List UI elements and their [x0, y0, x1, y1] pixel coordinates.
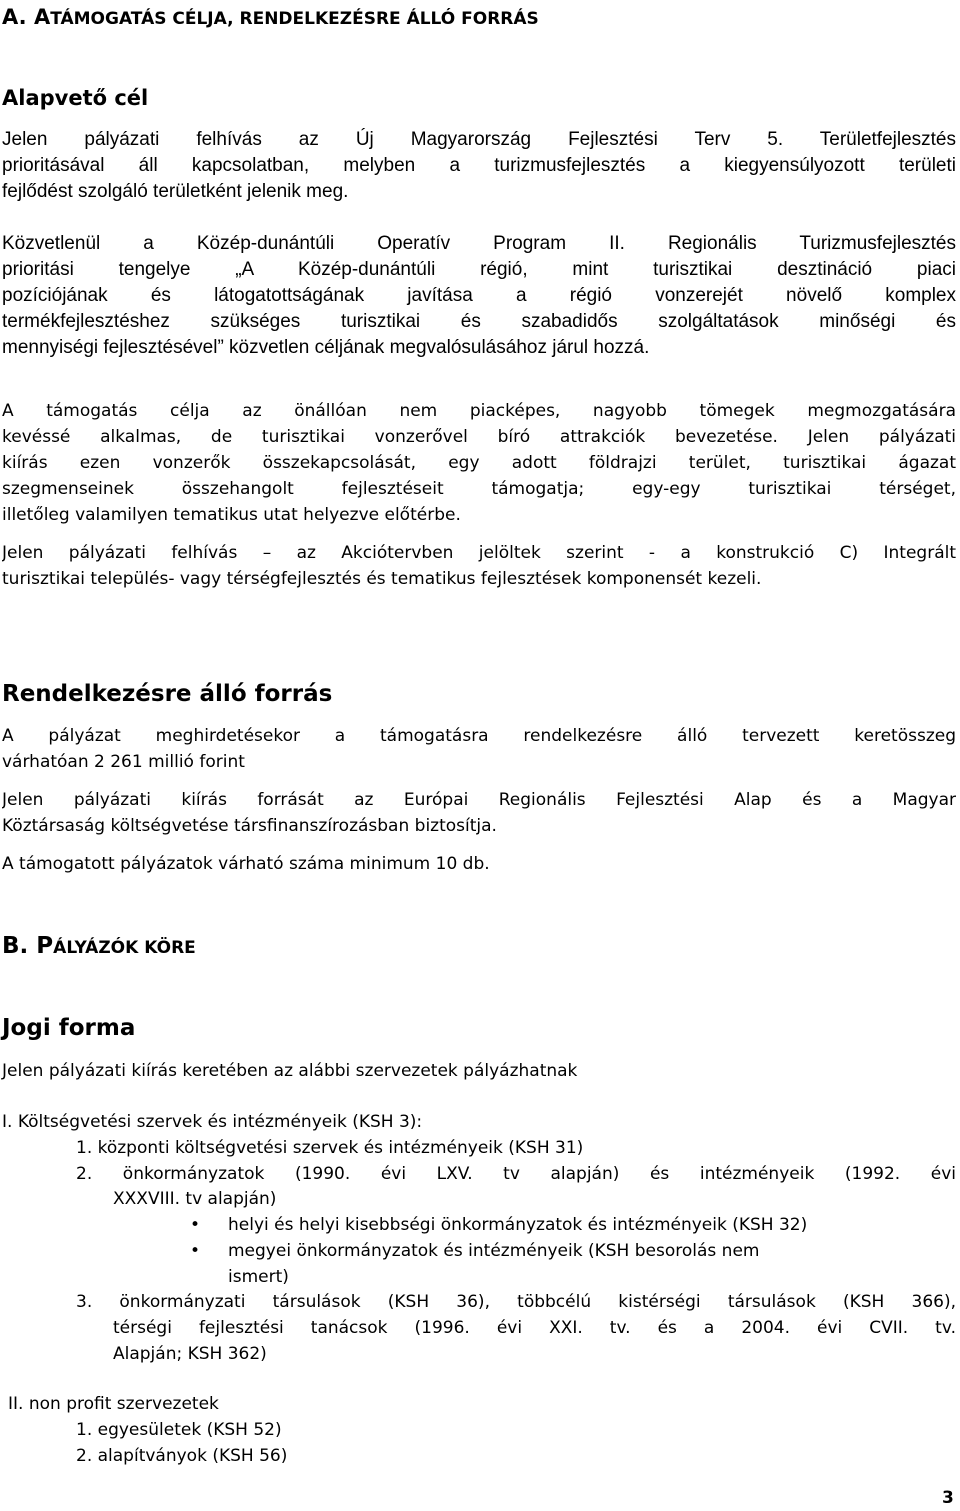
alapveto-paragraph-1	[2, 127, 956, 205]
rendelkezesre-paragraph-1	[2, 723, 956, 775]
group-2-item-2: 2. alapítványok (KSH 56)	[76, 1446, 288, 1466]
text-line: termékfejlesztéshez szükséges turisztikai és szabadidős szolgáltatások minőségi és	[2, 311, 956, 332]
page-number: 3	[942, 1488, 954, 1508]
group-1-title: I. Költségvetési szervek és intézményeik (KSH 3):	[2, 1112, 423, 1132]
group-1-item-3	[76, 1289, 956, 1315]
alapveto-paragraph-4	[2, 540, 956, 592]
rendelkezesre-paragraph-2	[2, 787, 956, 839]
bullet-item-1: helyi és helyi kisebbségi önkormányzatok és intézményeik (KSH 32)	[228, 1215, 808, 1235]
alapveto-paragraph-3	[2, 398, 956, 528]
alapveto-cel-heading: Alapvető cél	[2, 86, 149, 110]
rendelkezesre-paragraph-3: A támogatott pályázatok várható száma minimum 10 db.	[2, 854, 490, 874]
group-1-item-1: 1. központi költségvetési szervek és intézményeik (KSH 31)	[76, 1138, 584, 1158]
bullet-item-2: megyei önkormányzatok és intézményeik (KSH besorolás nem	[228, 1241, 760, 1261]
text-line: Közvetlenül a Közép-dunántúli Operatív Program II. Regionális Turizmusfejlesztés	[2, 233, 956, 254]
alapveto-paragraph-2	[2, 231, 956, 361]
bullet-icon: •	[190, 1215, 201, 1235]
text-line: turisztikai település- vagy térségfejlesztés és tematikus fejlesztések komponensét kezeli.	[2, 569, 762, 589]
text-line: fejlődést szolgáló területként jelenik meg.	[2, 181, 349, 202]
text-line: prioritásával áll kapcsolatban, melyben a turizmusfejlesztés a kiegyensúlyozott területi	[2, 155, 956, 176]
section-b-letter: B.	[2, 933, 29, 959]
text-line: prioritási tengelye „A Közép-dunántúli régió, mint turisztikai desztináció piaci	[2, 259, 956, 280]
text-line: pozíciójának és látogatottságának javítása a régió vonzerejét növelő komplex	[2, 285, 956, 306]
text-line: Jelen pályázati felhívás – az Akciótervben jelöltek szerint - a konstrukció C) Integrált	[2, 543, 956, 563]
bullet-item-2-cont: ismert)	[228, 1267, 289, 1287]
bullet-icon: •	[190, 1241, 201, 1261]
text-line: szegmenseinek összehangolt fejlesztéseit támogatja; egy-egy turisztikai térséget,	[2, 479, 956, 499]
section-a-letter: A.	[2, 5, 27, 29]
group-2-item-1: 1. egyesületek (KSH 52)	[76, 1420, 282, 1440]
group-1-item-2	[76, 1161, 956, 1187]
group-1-item-2-cont: XXXVIII. tv alapján)	[113, 1189, 277, 1209]
text-line: A pályázat meghirdetésekor a támogatásra rendelkezésre álló tervezett keretösszeg	[2, 726, 956, 746]
text-line: kiírás ezen vonzerők összekapcsolását, egy adott földrajzi terület, turisztikai ágazat	[2, 453, 956, 473]
text-line: térségi fejlesztési tanácsok (1996. évi XXI. tv. és a 2004. évi CVII. tv.	[113, 1318, 956, 1338]
section-b-rest: ÁLYÁZÓK KÖRE	[53, 938, 196, 958]
group-1-item-3-cont	[113, 1315, 956, 1341]
section-a-rest: TÁMOGATÁS CÉLJA, RENDELKEZÉSRE ÁLLÓ FORRÁS	[50, 9, 539, 29]
text-line: Jelen pályázati felhívás az Új Magyarország Fejlesztési Terv 5. Területfejlesztés	[2, 129, 956, 150]
text-line: Jelen pályázati kiírás forrását az Európai Regionális Fejlesztési Alap és a Magyar	[2, 790, 956, 810]
jogi-forma-heading: Jogi forma	[2, 1015, 136, 1041]
text-line: várhatóan 2 261 millió forint	[2, 752, 245, 772]
text-line: Köztársaság költségvetése társfinanszírozásban biztosítja.	[2, 816, 497, 836]
section-a-heading	[2, 5, 539, 29]
group-1-item-3-cont-2: Alapján; KSH 362)	[113, 1344, 267, 1364]
text-line: A támogatás célja az önállóan nem piacképes, nagyobb tömegek megmozgatására	[2, 401, 956, 421]
section-b-heading	[2, 933, 196, 959]
text-line: illetőleg valamilyen tematikus utat helyezve előtérbe.	[2, 505, 461, 525]
section-a-first-letter: A	[33, 5, 51, 29]
jogi-intro: Jelen pályázati kiírás keretében az alábbi szervezetek pályázhatnak	[2, 1061, 578, 1081]
rendelkezesre-heading: Rendelkezésre álló forrás	[2, 681, 333, 707]
text-line: mennyiségi fejlesztésével” közvetlen céljának megvalósulásához járul hozzá.	[2, 337, 650, 358]
section-b-first-letter: P	[36, 933, 54, 959]
text-line: 2. önkormányzatok (1990. évi LXV. tv alapján) és intézményeik (1992. évi	[76, 1164, 956, 1184]
text-line: kevéssé alkalmas, de turisztikai vonzerővel bíró attrakciók bevezetése. Jelen pályázati	[2, 427, 956, 447]
group-2-title: II. non profit szervezetek	[8, 1394, 219, 1414]
text-line: 3. önkormányzati társulások (KSH 36), többcélú kistérségi társulások (KSH 366),	[76, 1292, 956, 1312]
